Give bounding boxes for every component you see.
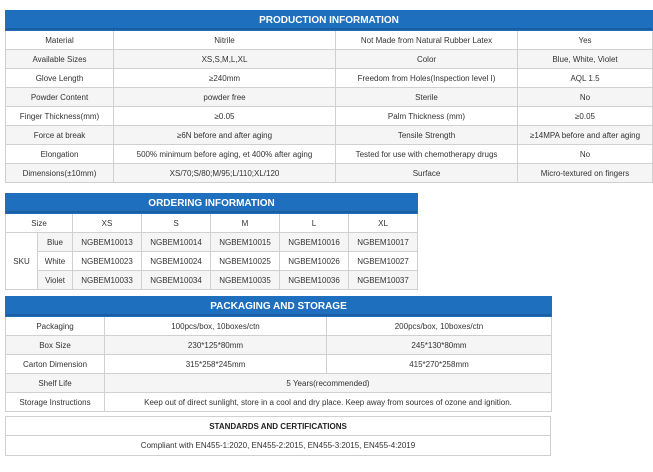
attribute-label: Elongation xyxy=(6,145,114,164)
sku-code: NGBEM10035 xyxy=(211,271,280,290)
ordering-info-table xyxy=(5,193,418,290)
attribute-value: ≥0.05 xyxy=(518,107,653,126)
packaging-value-b: 415*270*258mm xyxy=(327,355,552,374)
production-info-body xyxy=(6,31,653,183)
packaging-label: Carton Dimension xyxy=(6,355,105,374)
attribute-label: Finger Thickness(mm) xyxy=(6,107,114,126)
attribute-value: No xyxy=(518,88,653,107)
ordering-info-body xyxy=(6,214,418,290)
attribute-value: ≥14MPA before and after aging xyxy=(518,126,653,145)
attribute-label: Available Sizes xyxy=(6,50,114,69)
sku-code: NGBEM10016 xyxy=(280,233,349,252)
color-label: Violet xyxy=(38,271,73,290)
sku-code: NGBEM10036 xyxy=(280,271,349,290)
sku-code: NGBEM10033 xyxy=(73,271,142,290)
attribute-label: Tensile Strength xyxy=(336,126,518,145)
packaging-value-a: 100pcs/box, 10boxes/ctn xyxy=(105,317,327,336)
attribute-label: Color xyxy=(336,50,518,69)
attribute-value: Blue, White, Violet xyxy=(518,50,653,69)
packaging-value-b: 200pcs/box, 10boxes/ctn xyxy=(327,317,552,336)
production-row xyxy=(6,145,653,164)
attribute-label: Not Made from Natural Rubber Latex xyxy=(336,31,518,50)
standards-text: Compliant with EN455-1:2020, EN455-2:2015, EN455-3:2015, EN455-4:2019 xyxy=(6,436,551,456)
production-info-heading: PRODUCTION INFORMATION xyxy=(6,11,653,31)
packaging-value-b: 245*130*80mm xyxy=(327,336,552,355)
attribute-value: 500% minimum before aging, et 400% after aging xyxy=(114,145,336,164)
packaging-label: Packaging xyxy=(6,317,105,336)
sku-code: NGBEM10026 xyxy=(280,252,349,271)
standards-row xyxy=(6,436,551,456)
attribute-value: No xyxy=(518,145,653,164)
attribute-label: Powder Content xyxy=(6,88,114,107)
production-info-table xyxy=(5,10,653,183)
attribute-label: Material xyxy=(6,31,114,50)
size-column-header: M xyxy=(211,214,280,233)
sku-row xyxy=(6,233,418,252)
attribute-value: AQL 1.5 xyxy=(518,69,653,88)
shelf-life-value: 5 Years(recommended) xyxy=(105,374,552,393)
attribute-value: ≥0.05 xyxy=(114,107,336,126)
attribute-value: ≥6N before and after aging xyxy=(114,126,336,145)
packaging-value-a: 315*258*245mm xyxy=(105,355,327,374)
standards-heading: STANDARDS AND CERTIFICATIONS xyxy=(6,417,551,436)
shelf-life-label: Shelf Life xyxy=(6,374,105,393)
attribute-label: Sterile xyxy=(336,88,518,107)
sku-code: NGBEM10034 xyxy=(142,271,211,290)
sku-code: NGBEM10017 xyxy=(349,233,418,252)
production-row xyxy=(6,69,653,88)
attribute-label: Tested for use with chemotherapy drugs xyxy=(336,145,518,164)
attribute-value: Yes xyxy=(518,31,653,50)
attribute-label: Force at break xyxy=(6,126,114,145)
production-row xyxy=(6,107,653,126)
sku-code: NGBEM10024 xyxy=(142,252,211,271)
attribute-label: Freedom from Holes(Inspection level I) xyxy=(336,69,518,88)
attribute-value: powder free xyxy=(114,88,336,107)
sku-row xyxy=(6,271,418,290)
production-row xyxy=(6,126,653,145)
production-row xyxy=(6,164,653,183)
packaging-row xyxy=(6,355,552,374)
packaging-storage-heading: PACKAGING AND STORAGE xyxy=(6,297,552,317)
production-row xyxy=(6,88,653,107)
size-header-row xyxy=(6,214,418,233)
sku-label: SKU xyxy=(6,233,38,290)
attribute-value: ≥240mm xyxy=(114,69,336,88)
attribute-value: XS/70;S/80;M/95;L/110;XL/120 xyxy=(114,164,336,183)
production-row xyxy=(6,31,653,50)
production-row xyxy=(6,50,653,69)
size-label: Size xyxy=(6,214,73,233)
storage-instructions-label: Storage Instructions xyxy=(6,393,105,412)
packaging-row xyxy=(6,317,552,336)
sku-code: NGBEM10015 xyxy=(211,233,280,252)
packaging-value-a: 230*125*80mm xyxy=(105,336,327,355)
storage-instructions-value: Keep out of direct sunlight, store in a cool and dry place. Keep away from sources of ozone and ignition. xyxy=(105,393,552,412)
size-column-header: XS xyxy=(73,214,142,233)
attribute-label: Glove Length xyxy=(6,69,114,88)
sku-code: NGBEM10013 xyxy=(73,233,142,252)
attribute-value: Micro-textured on fingers xyxy=(518,164,653,183)
sku-code: NGBEM10037 xyxy=(349,271,418,290)
size-column-header: S xyxy=(142,214,211,233)
packaging-storage-table xyxy=(5,296,552,412)
sku-row xyxy=(6,252,418,271)
sku-code: NGBEM10027 xyxy=(349,252,418,271)
attribute-label: Surface xyxy=(336,164,518,183)
ordering-info-heading: ORDERING INFORMATION xyxy=(6,194,418,214)
size-column-header: L xyxy=(280,214,349,233)
attribute-label: Palm Thickness (mm) xyxy=(336,107,518,126)
size-column-header: XL xyxy=(349,214,418,233)
sku-code: NGBEM10025 xyxy=(211,252,280,271)
attribute-value: XS,S,M,L,XL xyxy=(114,50,336,69)
color-label: Blue xyxy=(38,233,73,252)
packaging-extra-rows xyxy=(6,374,552,412)
attribute-label: Dimensions(±10mm) xyxy=(6,164,114,183)
attribute-value: Nitrile xyxy=(114,31,336,50)
packaging-storage-body xyxy=(6,317,552,374)
packaging-label: Box Size xyxy=(6,336,105,355)
packaging-row xyxy=(6,336,552,355)
sku-code: NGBEM10023 xyxy=(73,252,142,271)
color-label: White xyxy=(38,252,73,271)
standards-table xyxy=(5,416,551,456)
shelf-life-row xyxy=(6,374,552,393)
sku-code: NGBEM10014 xyxy=(142,233,211,252)
storage-instructions-row xyxy=(6,393,552,412)
